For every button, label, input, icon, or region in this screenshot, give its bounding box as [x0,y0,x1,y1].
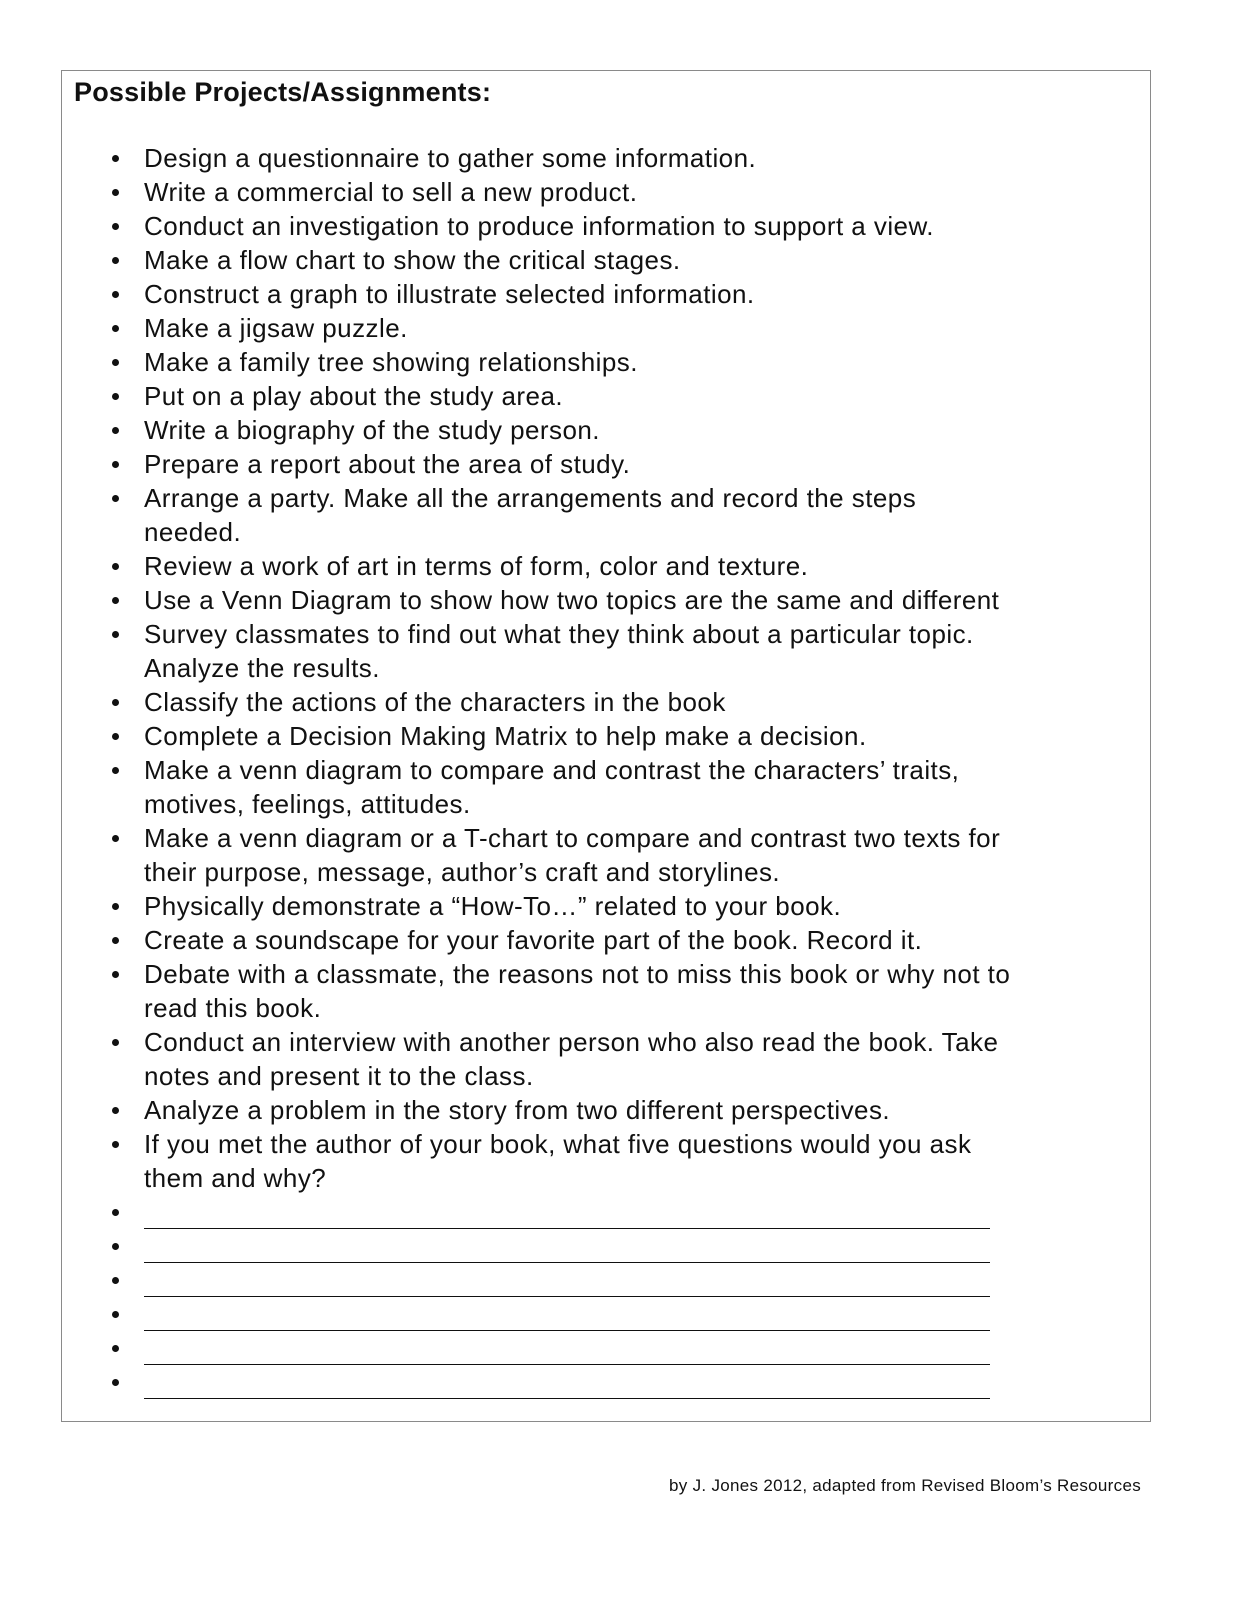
list-item-text: motives, feelings, attitudes. [144,789,471,819]
list-item-text: Prepare a report about the area of study. [144,449,631,479]
bullet-icon [112,291,119,298]
list-item-text: Put on a play about the study area. [144,381,564,411]
list-item [62,549,1152,583]
bullet-icon [112,631,119,638]
bullet-icon [112,971,119,978]
list-item [62,209,1152,243]
list-item [62,447,1152,481]
list-item-text: their purpose, message, author’s craft and storylines. [144,857,781,887]
list-item-text: Debate with a classmate, the reasons not to miss this book or why not to [144,959,1011,989]
list-item-text: Conduct an interview with another person who also read the book. Take [144,1027,999,1057]
list-item [62,617,1152,685]
list-item [62,243,1152,277]
blank-line[interactable] [144,1263,1152,1297]
list-item-text: notes and present it to the class. [144,1061,534,1091]
blank-line[interactable] [144,1195,1152,1229]
list-item-text: Physically demonstrate a “How-To…” related to your book. [144,891,842,921]
bullet-icon [112,325,119,332]
bullet-icon [112,597,119,604]
list-item-text: Analyze a problem in the story from two different perspectives. [144,1095,891,1125]
blank-list-item[interactable] [62,1263,1152,1297]
bullet-icon [112,223,119,230]
blank-line[interactable] [144,1297,1152,1331]
bullet-icon [112,1209,119,1216]
list-item-text: Make a flow chart to show the critical stages. [144,245,681,275]
bullet-icon [112,1277,119,1284]
bullet-icon [112,699,119,706]
bullet-icon [112,427,119,434]
list-item-text: Complete a Decision Making Matrix to help make a decision. [144,721,867,751]
list-item [62,379,1152,413]
list-item-text: Create a soundscape for your favorite part of the book. Record it. [144,925,923,955]
list-item [62,141,1152,175]
bullet-icon [112,1345,119,1352]
blank-list-item[interactable] [62,1365,1152,1399]
list-item-text: Write a commercial to sell a new product. [144,177,638,207]
list-item [62,753,1152,821]
blank-list-item[interactable] [62,1297,1152,1331]
list-item-text: Design a questionnaire to gather some information. [144,143,757,173]
bullet-icon [112,1243,119,1250]
blank-line[interactable] [144,1331,1152,1365]
list-item-text: Arrange a party. Make all the arrangements and record the steps [144,483,917,513]
list-item-text: If you met the author of your book, what five questions would you ask [144,1129,972,1159]
list-item [62,685,1152,719]
bullet-icon [112,835,119,842]
blank-list-item[interactable] [62,1195,1152,1229]
list-item [62,889,1152,923]
bullet-icon [112,189,119,196]
list-item-text: Make a venn diagram or a T-chart to compare and contrast two texts for [144,823,1001,853]
list-item [62,719,1152,753]
list-item-text: needed. [144,517,242,547]
list-item-text: Make a jigsaw puzzle. [144,313,408,343]
blank-line[interactable] [144,1365,1152,1399]
list-item-text: them and why? [144,1163,327,1193]
list-item-text: Use a Venn Diagram to show how two topics are the same and different [144,585,1000,615]
list-item [62,1093,1152,1127]
list-item [62,957,1152,1025]
blank-list-item[interactable] [62,1229,1152,1263]
bullet-icon [112,1311,119,1318]
bullet-icon [112,1039,119,1046]
list-item-text: Classify the actions of the characters in the book [144,687,726,717]
list-item [62,583,1152,617]
bullet-icon [112,1141,119,1148]
bullet-icon [112,495,119,502]
list-item [62,481,1152,549]
list-item [62,175,1152,209]
list-item-text: Conduct an investigation to produce information to support a view. [144,211,934,241]
list-item [62,1127,1152,1195]
list-item-text: Make a venn diagram to compare and contrast the characters’ traits, [144,755,960,785]
blank-list-item[interactable] [62,1331,1152,1365]
list-item [62,277,1152,311]
list-item [62,311,1152,345]
list-item-text: Review a work of art in terms of form, color and texture. [144,551,809,581]
blank-line[interactable] [144,1229,1152,1263]
list-item-text: Analyze the results. [144,653,380,683]
bullet-icon [112,155,119,162]
bullet-icon [112,903,119,910]
bullet-icon [112,1107,119,1114]
list-item [62,1025,1152,1093]
bullet-icon [112,359,119,366]
list-item-text: Write a biography of the study person. [144,415,600,445]
page-title: Possible Projects/Assignments: [74,77,492,107]
project-list [62,141,1152,1399]
list-item-text: read this book. [144,993,322,1023]
bullet-icon [112,937,119,944]
list-item-text: Survey classmates to find out what they think about a particular topic. [144,619,974,649]
list-item [62,821,1152,889]
list-item-text: Make a family tree showing relationships. [144,347,638,377]
list-item [62,923,1152,957]
bullet-icon [112,393,119,400]
list-item [62,413,1152,447]
bullet-icon [112,563,119,570]
bullet-icon [112,461,119,468]
bullet-icon [112,1379,119,1386]
footer-credit: by J. Jones 2012, adapted from Revised Bloom’s Resources [669,1476,1141,1495]
bullet-icon [112,767,119,774]
bullet-icon [112,733,119,740]
list-item [62,345,1152,379]
bullet-icon [112,257,119,264]
projects-box [61,70,1151,1422]
list-item-text: Construct a graph to illustrate selected information. [144,279,755,309]
